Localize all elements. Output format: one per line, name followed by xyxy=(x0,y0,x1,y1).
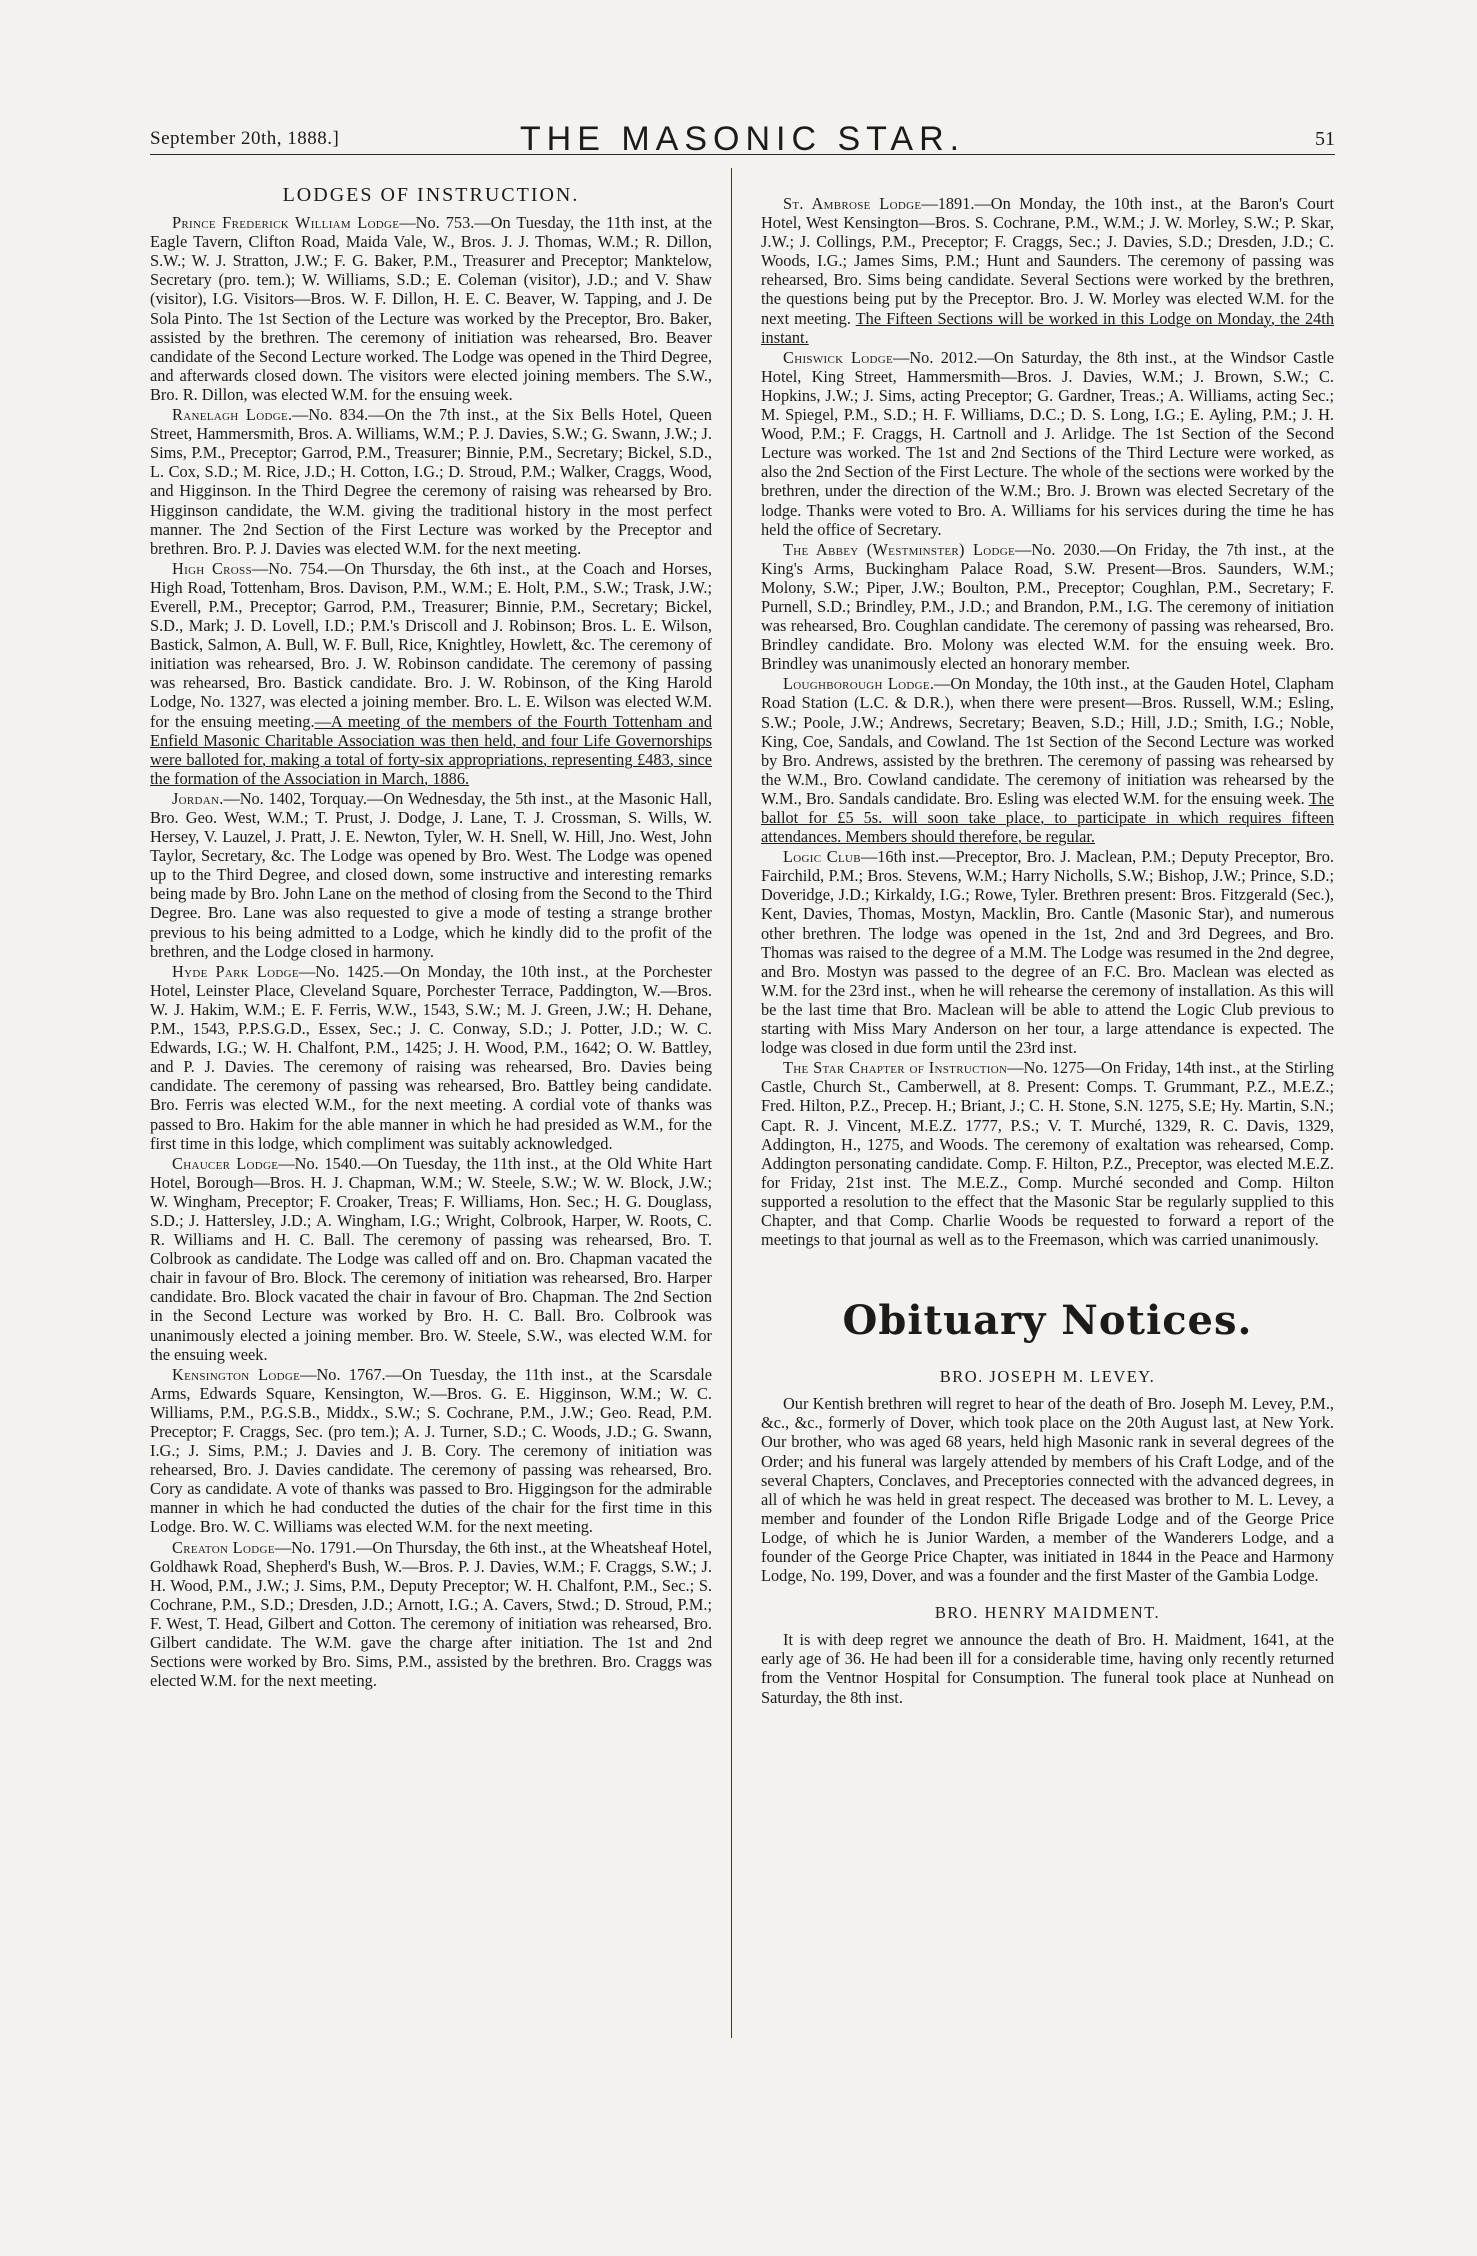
lodge-report xyxy=(761,348,1334,539)
obituary-name: BRO. JOSEPH M. LEVEY. xyxy=(939,1367,1156,1387)
lodge-report xyxy=(761,194,1334,347)
lodge-report xyxy=(150,559,712,788)
issue-date: September 20th, 1888.] xyxy=(150,128,340,149)
lodge-text: —No. 1275—On Friday, 14th inst., at the Stirling Castle, Church St., Camberwell, at 8. Present: Comps. T. Grummant, P.Z., M.E.Z.; Fred. Hilton, P.Z., Precep. H.; Briant, J.; C. H. Stone, S.N. 1275, S.E; Hy. Martin, S.N.; Capt. R. J. Vincent, M.E.Z. 1777, P.S.; V. T. Murché, 1329, R. C. Davis, 1329, Addington, H., 1275, and Woods. The ceremony of exaltation was rehearsed, Comp. Addington personating candidate. Comp. F. Hilton, P.Z., Preceptor, was elected M.E.Z. for Friday, 21st inst. The M.E.Z., Comp. Murché seconded and Comp. Hilton supported a resolution to the effect that the Masonic Star be regularly supplied to this Chapter, and that Comp. Charlie Woods be requested to forward a report of the meetings to that journal as well as to the Freemason, which was carried unanimously. xyxy=(761,1058,1334,1250)
underlined-notice: The Fifteen Sections will be worked in this Lodge on Monday, the 24th instant. xyxy=(761,308,1334,347)
page-header xyxy=(150,104,1335,158)
lodge-text: .—No. 1402, Torquay.—On Wednesday, the 5th inst., at the Masonic Hall, Bro. Geo. West, W.M.; T. Prust, J. Dodge, J. Lane, T. J. Crossman, S. Wills, W. Hersey, V. Lauzel, J. Pratt, J. E. Newton, Tyler, W. H. Snell, W. Hill, Jno. West, John Taylor, Secretary, &c. The Lodge was opened by Bro. West. The Lodge was opened up to the Third Degree, and closed down, some instructive and interesting remarks being made by Bro. John Lane on the method of closing from the Second to the Third Degree. Bro. Lane was also requested to give a mode of testing a strange brother previous to his being admitted to a Lodge, which he kindly did to the profit of the brethren, and the Lodge closed in harmony. xyxy=(150,788,712,961)
lodge-report xyxy=(150,1538,712,1691)
lodge-text: —No. 2030.—On Friday, the 7th inst., at the King's Arms, Buckingham Palace Road, S.W. Present—Bros. Saunders, W.M.; Molony, S.W.; Piper, J.W.; Boulton, P.M., Preceptor; Coughlan, P.M., Secretary; F. Purnell, S.D.; Brindley, P.M., J.D.; and Brandon, P.M., I.G. The ceremony of initiation was rehearsed, Bro. Coughlan candidate. The ceremony of passing was rehearsed, Bro. Brindley candidate. Bro. Molony was elected W.M. for the ensuing week. Bro. Brindley was unanimously elected an honorary member. xyxy=(761,539,1334,674)
lodge-name: The Star Chapter of Instruction xyxy=(783,1058,1008,1078)
lodge-text: .—No. 834.—On the 7th inst., at the Six Bells Hotel, Queen Street, Hammersmith, Bros. A. Williams, W.M.; P. J. Davies, S.W.; G. Swann, J.W.; J. Sims, P.M., Preceptor; Garrod, P.M., Treasurer; Binnie, P.M., Secretary; Bickel, S.D., L. Cox, S.D.; M. Rice, J.D.; H. Cotton, I.G.; D. Stroud, P.M.; Walker, Craggs, Wood, and Higginson. In the Third Degree the ceremony of raising was rehearsed by Bro. Higginson candidate, the W.M. giving the traditional history in the most perfect manner. The 2nd Section of the First Lecture was worked by the Preceptor and brethren. Bro. P. J. Davies was elected W.M. for the next meeting. xyxy=(150,405,712,558)
lodge-name: Chiswick Lodge xyxy=(783,347,893,367)
lodge-name: High Cross xyxy=(172,558,252,578)
lodge-text: —No. 753.—On Tuesday, the 11th inst, at the Eagle Tavern, Clifton Road, Maida Vale, W., Bros. J. J. Thomas, W.M.; R. Dillon, S.W.; W. J. Stratton, J.W.; F. G. Baker, P.M., Treasurer and Preceptor; Manktelow, Secretary (pro. tem.); W. Williams, S.D.; E. Coleman (visitor), J.D.; and V. Shaw (visitor), I.G. Visitors—Bros. W. F. Dillon, H. E. C. Beaver, W. Tapping, and J. De Sola Pinto. The 1st Section of the Lecture was worked by the Preceptor, Bro. Baker, assisted by the brethren. The ceremony of initiation was rehearsed, Bro. Beaver candidate of the Second Lecture worked. The Lodge was opened in the Third Degree, and afterwards closed down. The visitors were elected joining members. The S.W., Bro. R. Dillon, was elected W.M. for the ensuing week. xyxy=(150,213,713,404)
lodge-report xyxy=(150,962,712,1153)
obituary-text: It is with deep regret we announce the death of Bro. H. Maidment, 1641, at the early age of 36. He had been ill for a considerable time, having only recently returned from the Ventnor Hospital for Consumption. The funeral took place at Nunhead on Saturday, the 8th inst. xyxy=(761,1630,1334,1707)
lodge-name: St. Ambrose Lodge xyxy=(783,194,922,213)
underlined-notice: The ballot for £5 5s. will soon take place, to participate in which requires fifteen attendances. Members should therefore, be regular. xyxy=(761,788,1334,847)
lodge-report xyxy=(150,1365,712,1537)
lodge-name: Chaucer Lodge xyxy=(172,1153,279,1173)
section-title: LODGES OF INSTRUCTION. xyxy=(282,184,580,206)
lodge-report xyxy=(761,674,1334,846)
lodge-name: Ranelagh Lodge xyxy=(172,405,288,425)
lodge-text: —No. 1540.—On Tuesday, the 11th inst., at the Old White Hart Hotel, Borough—Bros. H. J. Chapman, W.M.; W. Steele, S.W.; W. W. Block, J.W.; W. Wingham, Preceptor; F. Croaker, Treas; F. Williams, Hon. Sec.; H. G. Douglass, S.D.; J. Hattersley, J.D.; A. Wingham, I.G.; Wright, Colbrook, Harper, W. Roots, C. R. Williams and H. C. Ball. The ceremony of passing was rehearsed, Bro. T. Colbrook as candidate. The Lodge was called off and on. Bro. Chapman vacated the chair in favour of Bro. Block. The ceremony of initiation was rehearsed, Bro. Harper candidate. Bro. Block vacated the chair in favour of Bro. Chapman. The 2nd Section in the Second Lecture was worked by Bro. H. C. Ball. Bro. Colbrook was unanimously elected a joining member. Bro. W. Steele, S.W., was elected W.M. for the ensuing week. xyxy=(150,1153,712,1364)
lodge-report xyxy=(761,540,1334,674)
lodge-report xyxy=(761,1058,1334,1249)
lodge-text: —No. 1791.—On Thursday, the 6th inst., at the Wheatsheaf Hotel, Goldhawk Road, Shepherd's Bush, W.—Bros. P. J. Davies, W.M.; F. Craggs, S.W.; J. H. Wood, P.M., J.W.; J. Sims, P.M., Deputy Preceptor; W. H. Chalfont, P.M., Sec.; S. Cochrane, P.M., S.D.; Dresden, J.D.; Arnott, I.G.; A. Cavers, Stwd.; D. Stroud, P.M.; F. West, T. Head, Gilbert and Cotton. The ceremony of initiation was rehearsed, Bro. Gilbert candidate. The W.M. gave the charge after initiation. The 1st and 2nd Sections were worked by Bro. Sims, P.M., assisted by the brethren. Bro. Craggs was elected W.M. for the next meeting. xyxy=(150,1537,712,1691)
lodge-name: Kensington Lodge xyxy=(172,1364,301,1384)
lodge-text: —No. 2012.—On Saturday, the 8th inst., at the Windsor Castle Hotel, King Street, Hammersmith—Bros. J. Davies, W.M.; J. Brown, S.W.; C. Hopkins, J.W.; J. Sims, acting Preceptor; G. Gardner, Treas.; A. Williams, acting Sec.; M. Spiegel, P.M., S.D.; H. F. Williams, D.C.; D. S. Long, I.G.; E. Ayling, P.M.; J. H. Wood, P.M.; F. Craggs, H. Cartnoll and J. Arlidge. The 1st Section of the Second Lecture was worked. The 1st and 2nd Sections of the Third Lecture were worked, as also the 2nd Section of the First Lecture. The whole of the sections were worked by the brethren, under the direction of the W.M.; Bro. J. Brown was elected Secretary of the lodge. Thanks were voted to Bro. A. Williams for his services during the time he has held the office of Secretary. xyxy=(761,347,1334,539)
lodge-name: Hyde Park Lodge xyxy=(172,961,299,981)
underlined-notice: —A meeting of the members of the Fourth Tottenham and Enfield Masonic Charitable Association was then held, and four Life Governorships were balloted for, making a total of forty-six appropriations, representing £483, since the formation of the Association in March, 1886. xyxy=(150,711,712,788)
lodge-text: —No. 1767.—On Tuesday, the 11th inst., at the Scarsdale Arms, Edwards Square, Kensington, W.—Bros. G. E. Higginson, W.M.; W. C. Williams, P.M., P.G.S.B., Middx., S.W.; S. Cochrane, P.M., J.W.; Geo. Read, P.M. Preceptor; F. Craggs, Sec. (pro tem.); A. J. Turner, S.D.; C. Woods, J.D.; G. Swann, I.G.; J. Sims, P.M.; J. Davies and J. B. Cory. The ceremony of initiation was rehearsed, Bro. J. Davies candidate. The ceremony of passing was rehearsed, Bro. Cory as candidate. A vote of thanks was passed to Bro. Higgingson for the admirable manner in which he had conducted the duties of the chair for the first time in this Lodge. Bro. W. C. Williams was elected W.M. for the next meeting. xyxy=(150,1364,712,1537)
lodge-report xyxy=(150,789,712,961)
right-column xyxy=(761,194,1334,1708)
page-number: 51 xyxy=(1315,128,1335,150)
lodge-name: Loughborough Lodge xyxy=(783,674,930,694)
lodge-text: .—On Monday, the 10th inst., at the Gauden Hotel, Clapham Road Station (L.C. & D.R.), when there were present—Bros. Russell, W.M.; Esling, S.W.; Poole, J.W.; Andrews, Secretary; Beaven, S.D.; Hill, J.D.; Smith, I.G.; Noble, King, Coe, Sandals, and Cowland. The 1st Section of the Second Lecture was worked by Bro. Andrews, assisted by the brethren. The ceremony of passing was rehearsed by the W.M., Bro. Cowland candidate. The ceremony of initiation was rehearsed by the W.M., Bro. Sandals candidate. Bro. Esling was elected W.M. for the ensuing week. xyxy=(761,674,1334,808)
obituary-name: BRO. HENRY MAIDMENT. xyxy=(934,1603,1161,1623)
lodge-text: —No. 754.—On Thursday, the 6th inst., at the Coach and Horses, High Road, Tottenham, Bros. Davison, P.M., W.M.; E. Holt, P.M., S.W.; Trask, J.W.; Everell, P.M., Preceptor; Garrod, P.M., Treasurer; Binnie, P.M., Secretary; Bickel, S.D., Mark; J. D. Lovell, I.D.; P.M.'s Driscoll and J. Robinson; Bros. L. E. Wilson, Bastick, Salmon, A. Bull, W. F. Bull, Rice, Knightley, Howlett, &c. The ceremony of initiation was rehearsed, Bro. J. W. Robinson candidate. The ceremony of passing was rehearsed, Bro. Bastick candidate. Bro. J. W. Robinson, of the King Harold Lodge, No. 1327, was elected a joining member. Bro. L. E. Wilson was elected W.M. for the ensuing meeting. xyxy=(150,558,713,731)
column-divider xyxy=(731,168,732,2038)
lodge-name: The Abbey (Westminster) Lodge xyxy=(783,539,1016,559)
lodge-name: Logic Club xyxy=(783,847,861,867)
obituary-heading: Obituary Notices. xyxy=(842,1297,1253,1345)
lodge-text: —1891.—On Monday, the 10th inst., at the Baron's Court Hotel, West Kensington—Bros. S. Cochrane, P.M., W.M.; J. W. Morley, S.W.; P. Skar, J.W.; J. Collings, P.M., Preceptor; F. Craggs, Sec.; J. Davies, S.D.; Dresden, J.D.; C. Woods, I.G.; James Sims, P.M.; Hunt and Saunders. The ceremony of passing was rehearsed, Bro. Sims being candidate. Several Sections were worked by the brethren, the questions being put by the Preceptor. Bro. J. W. Morley was elected W.M. for the next meeting. xyxy=(761,194,1334,328)
left-column xyxy=(150,186,712,1691)
lodge-report xyxy=(761,847,1334,1057)
lodge-report xyxy=(150,405,712,558)
obituary-text: Our Kentish brethren will regret to hear of the death of Bro. Joseph M. Levey, P.M., &c., &c., formerly of Dover, which took place on the 20th August last, at New York. Our brother, who was aged 68 years, held high Masonic rank in several degrees of the Order; and his funeral was largely attended by members of his Craft Lodge, and of the several Chapters, Conclaves, and Preceptories connected with the advanced degrees, in all of which he was held in great respect. The deceased was brother to M. L. Levey, a member and founder of the London Rifle Brigade Lodge and of the George Price Lodge, of which he is Junior Warden, a member of the Wanderers Lodge, and a founder of the George Price Chapter, was initiated in 1844 in the Peace and Harmony Lodge, No. 199, Dover, and was a founder and the first Master of the Gambia Lodge. xyxy=(761,1394,1334,1586)
lodge-name: Jordan xyxy=(172,788,220,808)
lodge-text: —No. 1425.—On Monday, the 10th inst., at the Porchester Hotel, Leinster Place, Cleveland Square, Porchester Terrace, Paddington, W.—Bros. W. J. Hakim, W.M.; E. F. Ferris, W.W., 1543, S.W.; M. J. Green, J.W.; H. Dehane, P.M., 1543, P.P.S.G.D., Essex, Sec.; J. C. Conway, S.D.; J. Potter, J.D.; W. C. Edwards, I.G.; W. H. Chalfont, P.M., 1425; J. H. Wood, P.M., 1642; O. W. Battley, and P. J. Davies. The ceremony of raising was rehearsed, Bro. Davies being candidate. The ceremony of passing was rehearsed, Bro. Battley being candidate. Bro. Ferris was elected W.M., for the next meeting. A cordial vote of thanks was passed to Bro. Hakim for the able manner in which he had presided as W.M., for the first time in this lodge, which compliment was suitably acknowledged. xyxy=(150,961,712,1153)
lodge-report xyxy=(150,1154,712,1364)
lodge-name: Creaton Lodge xyxy=(172,1537,275,1557)
lodge-report xyxy=(150,213,712,404)
lodge-text: —16th inst.—Preceptor, Bro. J. Maclean, P.M.; Deputy Preceptor, Bro. Fairchild, P.M.; Bros. Stevens, W.M.; Harry Nicholls, S.W.; Bishop, J.W.; Prince, S.D.; Doveridge, J.D.; Kirkaldy, I.G.; Rowe, Tyler. Brethren present: Bros. Fitzgerald (Sec.), Kent, Davies, Thomas, Mostyn, Macklin, Bro. Cantle (Masonic Star), and numerous other brethren. The lodge was opened in the 1st, 2nd and 3rd Degrees, and Bro. Thomas was raised to the degree of a M.M. The Lodge was resumed in the 2nd degree, and Bro. Mostyn was passed to the degree of an F.C. Bro. Maclean was elected as W.M. for the 23rd inst., when he will rehearse the ceremony of installation. As this will be the last time that Bro. Maclean will be able to attend the Logic Club previous to starting with Miss Mary Anderson on her tour, a large attendance is expected. The lodge was closed in due form until the 23rd inst. xyxy=(761,847,1334,1058)
masthead-title: THE MASONIC STAR. xyxy=(519,120,966,158)
lodge-name: Prince Frederick William Lodge xyxy=(172,213,400,233)
